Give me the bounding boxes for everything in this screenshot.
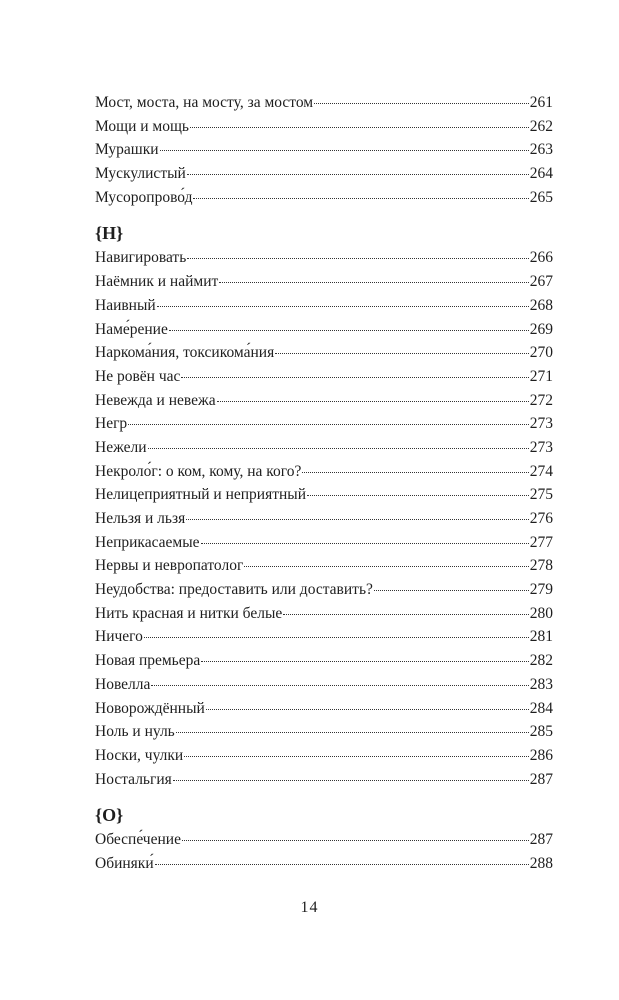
toc-entry [95,531,553,555]
toc-entry [95,436,553,460]
entry-title: Мурашки [95,141,159,159]
entry-title: Неприкасаемые [95,533,200,551]
toc-entry [95,270,553,294]
entry-page-number: 279 [529,581,553,599]
toc-entry [95,412,553,436]
toc-entry [95,91,553,115]
entry-title: Новорождённый [95,699,205,717]
entry-page-number: 288 [529,854,553,872]
entry-title: Негр [95,415,128,433]
toc-section [95,221,553,791]
entry-page-number: 283 [529,675,553,693]
entry-page-number: 273 [529,438,553,456]
toc-entry [95,186,553,210]
entry-title: Ноль и нуль [95,723,175,741]
toc-entry [95,365,553,389]
entry-title: Невежда и невежа [95,391,216,409]
dot-leader [173,779,529,781]
entry-title: Новелла [95,675,151,693]
entry-page-number: 273 [529,415,553,433]
dot-leader [219,281,528,283]
entry-title: Не ровён час [95,367,181,385]
entry-page-number: 278 [529,557,553,575]
dot-leader [169,329,529,331]
dot-leader [275,352,529,354]
dot-leader [206,708,529,710]
dot-leader [184,755,529,757]
toc-entry [95,852,553,876]
entry-page-number: 268 [529,296,553,314]
toc-entry [95,341,553,365]
entry-title: Неудобства: предоставить или доставить? [95,581,373,599]
toc-entry [95,744,553,768]
entry-page-number: 275 [529,486,553,504]
entry-title: Нелицеприятный и неприятный [95,486,306,504]
toc-section [95,803,553,875]
entry-title: Ничего [95,628,143,646]
entry-title: Нервы и невропатолог [95,557,244,575]
entry-page-number: 265 [529,188,553,206]
toc-entry [95,768,553,792]
entry-title: Мускулистый [95,165,186,183]
entry-page-number: 277 [529,533,553,551]
dot-leader [314,102,529,104]
entry-title: Нельзя и льзя [95,510,186,527]
toc-entry [95,483,553,507]
toc-entry [95,697,553,721]
table-of-contents [95,91,553,876]
toc-section [95,91,553,209]
entry-page-number: 285 [529,723,553,741]
entry-title: Обиняки́ [95,854,154,872]
entry-title: Наёмник и наймит [95,273,219,291]
dot-leader [283,613,529,615]
toc-entry [95,673,553,697]
entry-page-number: 272 [529,391,553,409]
dot-leader [307,494,529,496]
dot-leader [151,684,528,686]
entry-title: Носки, чулки [95,746,184,764]
dot-leader [187,173,529,175]
toc-entry [95,507,553,531]
dot-leader [160,149,529,151]
section-letter-heading: {О} [95,805,124,826]
toc-entry [95,649,553,673]
entry-page-number: 274 [529,462,553,480]
dot-leader [128,423,529,425]
entry-title: Мощи и мощь [95,117,189,135]
dot-leader [193,197,528,199]
dot-leader [302,471,528,473]
entry-title: Некроло́г: о ком, кому, на кого? [95,462,302,480]
dot-leader [155,863,529,865]
entry-page-number: 264 [529,165,553,183]
toc-entry [95,554,553,578]
dot-leader [181,376,528,378]
toc-entry [95,162,553,186]
entry-page-number: 263 [529,141,553,159]
entry-title: Навигировать [95,249,187,267]
entry-title: Мусоропрово́д [95,188,193,206]
entry-page-number: 261 [529,94,553,111]
toc-entry [95,318,553,342]
entry-title: Новая премьера [95,652,201,670]
entry-page-number: 271 [529,367,553,385]
toc-entry [95,115,553,139]
toc-entry [95,246,553,270]
entry-title: Мост, моста, на мосту, за мостом [95,94,314,111]
toc-entry [95,602,553,626]
entry-page-number: 282 [529,652,553,670]
entry-page-number: 281 [529,628,553,646]
entry-page-number: 286 [529,746,553,764]
toc-entry [95,578,553,602]
entry-title: Нежели [95,438,147,456]
entry-page-number: 287 [529,770,553,788]
entry-title: Наивный [95,296,156,314]
entry-title: Обеспе́чение [95,831,181,849]
dot-leader [148,447,529,449]
entry-title: Нить красная и нитки белые [95,604,283,622]
entry-page-number: 266 [529,249,553,267]
dot-leader [201,542,529,544]
toc-entry [95,138,553,162]
toc-entry [95,460,553,484]
dot-leader [201,660,528,662]
dot-leader [187,257,528,259]
entry-page-number: 276 [529,510,553,527]
dot-leader [374,589,529,591]
entry-page-number: 267 [529,273,553,291]
dot-leader [186,518,529,520]
dot-leader [182,839,529,841]
entry-page-number: 284 [529,699,553,717]
toc-entry [95,828,553,852]
toc-entry [95,389,553,413]
toc-entry [95,720,553,744]
dot-leader [176,731,529,733]
section-letter-heading: {Н} [95,223,124,244]
dot-leader [157,305,529,307]
toc-entry [95,294,553,318]
page-number: 14 [300,899,319,916]
entry-title: Наме́рение [95,320,168,338]
dot-leader [190,126,529,128]
entry-page-number: 287 [529,831,553,849]
dot-leader [244,565,528,567]
entry-page-number: 280 [529,604,553,622]
dot-leader [144,636,529,638]
entry-page-number: 262 [529,117,553,135]
entry-page-number: 270 [529,344,553,362]
dot-leader [217,400,529,402]
entry-title: Ностальгия [95,770,172,788]
entry-title: Наркома́ния, токсикома́ния [95,344,275,362]
entry-page-number: 269 [529,320,553,338]
toc-entry [95,625,553,649]
